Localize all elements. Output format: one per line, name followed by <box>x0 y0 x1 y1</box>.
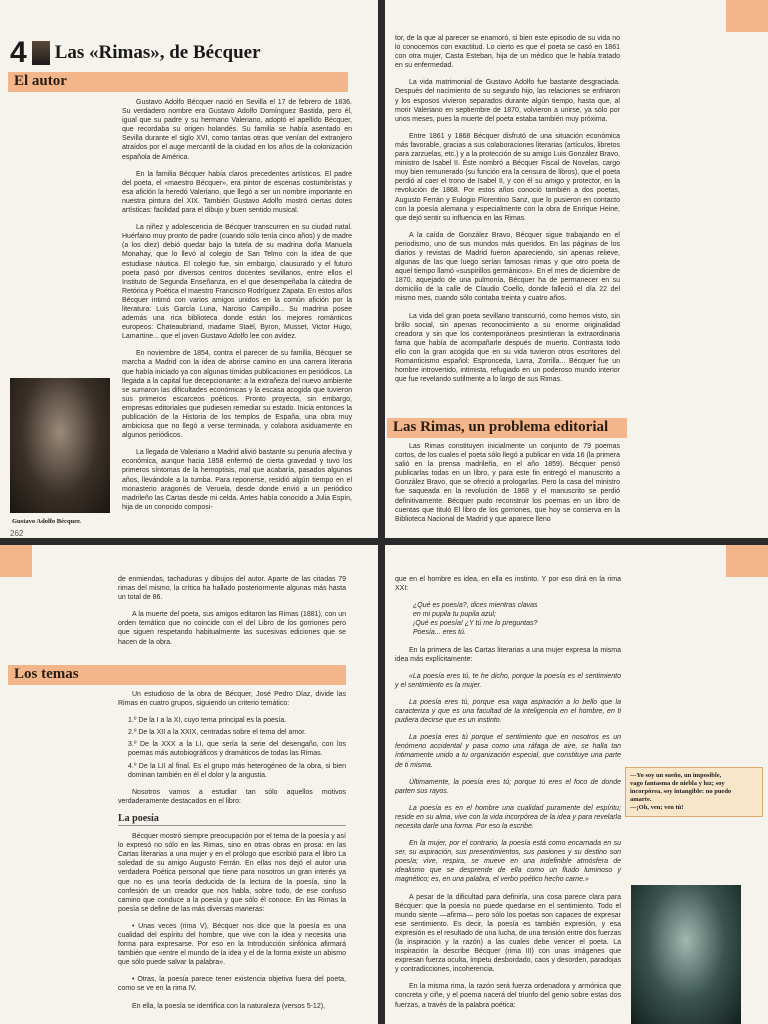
paragraph: En ella, la poesía se identifica con la naturaleza (versos 5-12), <box>132 1002 325 1010</box>
chapter-number: 4 <box>10 36 27 69</box>
becquer-portrait <box>10 378 110 513</box>
quote-paragraph: «La poesía eres tú, te he dicho, porque la poesía es el sentimiento y el sentimiento es la mujer. <box>395 672 621 689</box>
chapter-title: Las «Rimas», de Bécquer <box>54 42 261 63</box>
page-left-bottom <box>0 545 378 1024</box>
poem-line: —Yo soy un sueño, un imposible, <box>630 772 722 779</box>
autor-text-continued <box>395 34 620 392</box>
sidebar-poem-box <box>625 767 763 817</box>
poem-line: Poesía... eres tú. <box>413 629 466 637</box>
poem-line: vago fantasma de niebla y luz; soy <box>630 780 725 787</box>
paragraph: Las Rimas constituyen inicialmente un conjunto de 79 poemas cortos, de los cuales el poeta sólo llegó a publicar en vida 16 (la primera salió en la prensa madrileña, en el año 1859). Bécquer pensó publicarlas todas en un libro, y para este fin entregó el manuscrito a González Bravo, que se ofreció a prologarlas. Pero la casa del ministro fue saqueada en la revolución de 1868 y el manuscrito se perdió definitivamente. Bécquer pudo reconstruir los poemas en un libro de cuentas que tituló El libro de los gorriones, que hoy se conserva en la Biblioteca Nacional de Madrid y que aparece lleno <box>395 443 620 523</box>
paragraph: Entre 1861 y 1868 Bécquer disfrutó de una situación económica más favorable, gracias a sus colaboraciones literarias (artículos, libretos para zarzuelas, etc.) y a la protección de su amigo Luis González Bravo, ministro de Isabel II. Éste nombró a Bécquer Fiscal de Novelas, cargo muy bien remunerado (su función era la censura de libros), que el poeta perdió al caer el trono de Isabel II, y con él su amigo y protector, en la revolución de 1868. Por estos años conoció también a dos poetas, Augusto Ferrán y Eulogio Florentino Sanz, que lo pusieron en contacto con la poesía alemana y especialmente con la obra de Enrique Heine, que dejó sentir su influencia en las Rimas. <box>395 132 620 222</box>
poem-line: ¡Qué es poesía! ¿Y tú me lo preguntas? <box>413 620 538 628</box>
temas-text <box>118 690 346 1019</box>
paragraph: que en el hombre es idea, en ella es instinto. Y por eso dirá en la rima XXI: <box>395 576 621 593</box>
paragraph: En la misma rima, la razón será fuerza ordenadora y armónica que concreta y ciñe, y el poema nacerá del triunfo del genio sobre estas dos fuerzas, a través de la palabra poética: <box>395 983 621 1009</box>
section-header-temas <box>8 665 346 685</box>
list-item: 2.º De la XII a la XXIX, centradas sobre el tema del amor. <box>128 729 307 737</box>
list-item: 3.º De la XXX a la LI, que sería la serie del desengaño, con los poemas más autobiográficos y dramáticos de todas las Rimas. <box>128 741 346 758</box>
section-header-autor <box>8 72 348 92</box>
poem-line: ¿Qué es poesía?, dices mientras clavas <box>413 602 538 610</box>
corner-tab <box>726 545 768 577</box>
paragraph: • Unas veces (rima V), Bécquer nos dice que la poesía es una cualidad del espíritu del hombre, que vive con la idea y necesita una forma para expresarse. Por eso en la Introducción sinfónica afirmará también que «entre el mundo de la idea y el de la forma existe un abismo que sólo puede salvar la palabra». <box>118 922 346 967</box>
paragraph: La niñez y adolescencia de Bécquer transcurren en su ciudad natal. Huérfano muy pronto de padre (cuando sólo tenía cinco años) y de madre (a los diez) debió quedar bajo la tutela de su madrina doña Manuela Monahay, que lo llevó al colegio de San Telmo con la idea de que estudiase náutica. El colegio fue, sin embargo, clausurado y el futuro poeta pasó por diversos centros docentes sevillanos, entre ellos el Instituto de Segunda Enseñanza, en el que desempeñaba la cátedra de Retórica y Poética el maestro Francisco Rodríguez Zapata. En estos años Bécquer intimó con varios amigos unidos en la común afición por la literatura: Luis García Luna, Narciso Campillo... Su madrina posee además una rica biblioteca donde están los mejores románticos europeos: Chateaubriand, madame Staël, Byron, Musset, Victor Hugo, Lamartine... que el joven Gustavo Adolfo lee con avidez. <box>122 224 352 341</box>
quote-paragraph: La poesía es en el hombre una cualidad puramente del espíritu; reside en su alma, vive con la vida incorpórea de la idea y para revelarla necesita darle una forma. Por eso la escribe. <box>395 804 621 830</box>
portrait-caption: Gustavo Adolfo Bécquer. <box>12 518 81 525</box>
paragraph: A la caída de González Bravo, Bécquer sigue trabajando en el periodismo, uno de sus mundos más queridos. En las páginas de los diarios y revistas de Madrid fueron apareciendo, sin apenas relieve, algunas de las que luego serían famosas rimas y que otro poeta de aquel tiempo llamó «suspirillos germánicos». En el mes de diciembre de 1870, aquejado de una pulmonía, Bécquer ha de permanecer en su domicilio de la calle de Claudio Coello, donde falleció el día 22 del mismo mes, cuando sólo contaba treinta y cuatro años. <box>395 231 620 303</box>
paragraph: En la familia Bécquer había claros precedentes artísticos. El padre del poeta, el «maestro Bécquer», era pintor de escenas costumbristas y esa afición la heredó Valeriano, que llegó a ser un nombre importante en nuestra pintura del XIX. También Gustavo Adolfo mostró ciertas dotes artísticas: facilidad para el dibujo y buen sentido musical. <box>122 170 352 215</box>
quote-paragraph: La poesía eres tú, porque esa vaga aspiración a lo bello que la caracteriza y que es una facultad de la inteligencia en el hombre, en ti pudiera decirse que es un instinto. <box>395 698 621 725</box>
paragraph: Nosotros vamos a estudiar tan sólo aquellos motivos verdaderamente destacados en el libro: <box>118 788 346 805</box>
quote-paragraph: La poesía eres tú porque el sentimiento que en nosotros es un fenómeno accidental y pasa como una ráfaga de aire, se halla tan íntimamente unido a tu organización especial, que constituye una parte de ti misma. <box>395 734 621 769</box>
section-title-temas: Los temas <box>14 666 79 682</box>
paragraph: Bécquer mostró siempre preocupación por el tema de la poesía y así lo expresó no sólo en las Rimas, sino en otras obras en prosa: en las Cartas literarias a una mujer y en el prólogo que escribió para el libro La soledad de su amigo Augusto Ferrán. En ellas nos dejó el autor una verdadera Poética personal que tiene para nosotros un gran interés ya que no es una teoría deducida de la lectura de la poesía, sino la confesión de un creador que nos habla, sobre todo, de ese confuso camino que conduce a la poesía y que sólo él conoce. En las Rimas la poesía se define de las más diversas maneras: <box>118 833 347 913</box>
section-title-autor: El autor <box>14 73 67 89</box>
chapter-heading <box>10 36 261 70</box>
paragraph: La vida del gran poeta sevillano transcurrió, como hemos visto, sin brillo social, sin apenas reconocimiento a su enorme originalidad creadora y sin que los contemporáneos presintieran la extraordinaria fama que había de acompañarle después de muerto. Contrasta todo ello con la gran acogida que en su vida tuvieron otros escritores del Romanticismo español: Espronceda, Larra, Zorrilla... Bécquer fue un hombre introvertido, intimista, refugiado en un poderoso mundo interior que fue revelando sutilmente a lo largo de sus Rimas. <box>395 312 620 384</box>
poem-line: incorpórea, soy intangible: no puedo <box>630 788 732 795</box>
paragraph: A la muerte del poeta, sus amigos editaron las Rimas (1881), con un orden temático que no coincide con el del Libro de los gorriones pero que siguen respetando habitualmente las sucesivas ediciones que se hacen de la obra. <box>118 611 346 646</box>
chapter-thumbnail <box>32 41 50 65</box>
illustration-image <box>631 885 741 1024</box>
autor-text <box>122 98 352 520</box>
poesia-text-continued <box>395 575 621 1018</box>
paragraph: Gustavo Adolfo Bécquer nació en Sevilla el 17 de febrero de 1836. Su verdadero nombre era Gustavo Adolfo Domínguez Bastida, pero él, igual que su padre y su hermano Valeriano, adoptó el apellido Bécquer, que recordaba su origen holandés. Su familia se había asentado en Sevilla durante el siglo XVI, como tantas otras que venían del extranjero atraídos por el auge mercantil de la ciudad en los años de la colonización española de América. <box>122 99 352 161</box>
paragraph: La vida matrimonial de Gustavo Adolfo fue bastante desgraciada. Después del nacimiento de su segundo hijo, las relaciones se enfriaron y los esposos vivieron separados durante algún tiempo, hasta que, al morir Valeriano en septiembre de 1870, volvieron a unirse, ya sólo por unos meses, pues la muerte del poeta estaba también muy próxima. <box>395 79 620 123</box>
quote-paragraph: Últimamente, la poesía eres tú; porque tú eres el foco de donde parten sus rayos. <box>395 778 621 795</box>
editorial-text-continued <box>118 575 346 655</box>
paragraph: • Otras, la poesía parece tener existencia objetiva fuera del poeta, como se ve en la rima IV. <box>118 976 346 993</box>
editorial-text <box>395 442 620 532</box>
list-item: 1.º De la I a la XI, cuyo tema principal es la poesía. <box>128 717 287 725</box>
section-header-editorial <box>387 418 627 438</box>
paragraph: de enmiendas, tachaduras y dibujos del autor. Aparte de las citadas 79 rimas del mismo, la crítica ha hallado posteriormente algunas más hasta un total de 86. <box>118 576 346 602</box>
paragraph: En noviembre de 1854, contra el parecer de su familia, Bécquer se marcha a Madrid con la idea de abrirse camino en una carrera literaria que había iniciado ya con algunas tímidas publicaciones en periódicos. La llegada a la capital fue decepcionante: a la extrañeza del nuevo ambiente se sumaron las dificultades económicas y la escasa acogida que tuvieron sus primeros escarceos poéticos. Pronto proyecta, sin embargo, empresas editoriales que pudiesen remediar su estado. Inicia entonces la publicación de la Historia de los templos de España, una obra muy ambiciosa que no llegó a verse terminada, y colabora asiduamente en algunos periódicos. <box>122 350 352 440</box>
list-item: 4.º De la LII al final. Es el grupo más heterogéneo de la obra, si bien dominan también en él el dolor y la angustia. <box>128 762 346 779</box>
page-right-bottom <box>385 545 768 1024</box>
page-left-top <box>0 0 378 538</box>
quote-paragraph: En la mujer, por el contrario, la poesía está como encarnada en su ser, su aspiración, sus presentimientos, sus pasiones y su destino son poesía; vive, respira, se mueve en una indefinible atmósfera de idealismo que se desprende de ella como un fluido luminoso y magnético; es, en una palabra, el verbo poético hecho carne.» <box>395 840 621 884</box>
subsection-title-poesia: La poesía <box>118 814 346 826</box>
paragraph: En la primera de las Cartas literarias a una mujer expresa la misma idea más explícitamente: <box>395 646 621 663</box>
corner-tab <box>0 545 32 577</box>
paragraph: tor, de la que al parecer se enamoró, si bien este episodio de su vida no lo conocemos con exactitud. Lo cierto es que el poeta se casó en 1861 con otra mujer, Casta Esteban, hija de un médico que le había tratado en su enfermedad. <box>395 35 620 70</box>
corner-tab <box>726 0 768 32</box>
page-number: 262 <box>10 529 24 538</box>
page-right-top <box>385 0 768 538</box>
poem-line: —¡Oh, ven; ven tú! <box>630 804 684 811</box>
temas-groups-list <box>128 716 346 780</box>
paragraph: A pesar de la dificultad para definirla, una cosa parece clara para Bécquer: que la poesía no puede quedarse en el sentimiento. Todo el mundo siente —afirma— pero sólo los poetas son capaces de expresar ese sentimiento. Es decir, la poesía es también expresión, y esa expresión es el resultado de una lucha, de una tensión entre dos fuerzas (la inspiración y la razón) a las cuales debe vencer el poeta. La inspiración la describe Bécquer (rima III) con unas imágenes que expresan fuerza oculta, ímpetu desbordado, caos y desorden, paradojas y contradicciones, incoherencia. <box>395 893 621 974</box>
poem-line: en mi pupila tu pupila azul; <box>413 611 496 619</box>
poem-line: amarte. <box>630 796 652 803</box>
paragraph: Un estudioso de la obra de Bécquer, José Pedro Díaz, divide las Rimas en cuatro grupos, siguiendo un criterio temático: <box>118 691 346 708</box>
paragraph: La llegada de Valeriano a Madrid alivió bastante su penuria afectiva y económica, aunque hacia 1858 enfermó de cierta gravedad y tuvo los primeros síntomas de la hemoptisis, mal que acabaría, pasados algunos años, llevándole a la tumba. Para reponerse, residió algún tiempo en el monasterio aragonés de Veruela, desde donde envió a un periódico madrileño las Cartas desde mi celda. Antes había conocido a Julia Espín, hija de un conocido composi- <box>122 449 352 511</box>
poem-rima-xxi <box>413 601 621 637</box>
section-title-editorial: Las Rimas, un problema editorial <box>393 419 609 435</box>
